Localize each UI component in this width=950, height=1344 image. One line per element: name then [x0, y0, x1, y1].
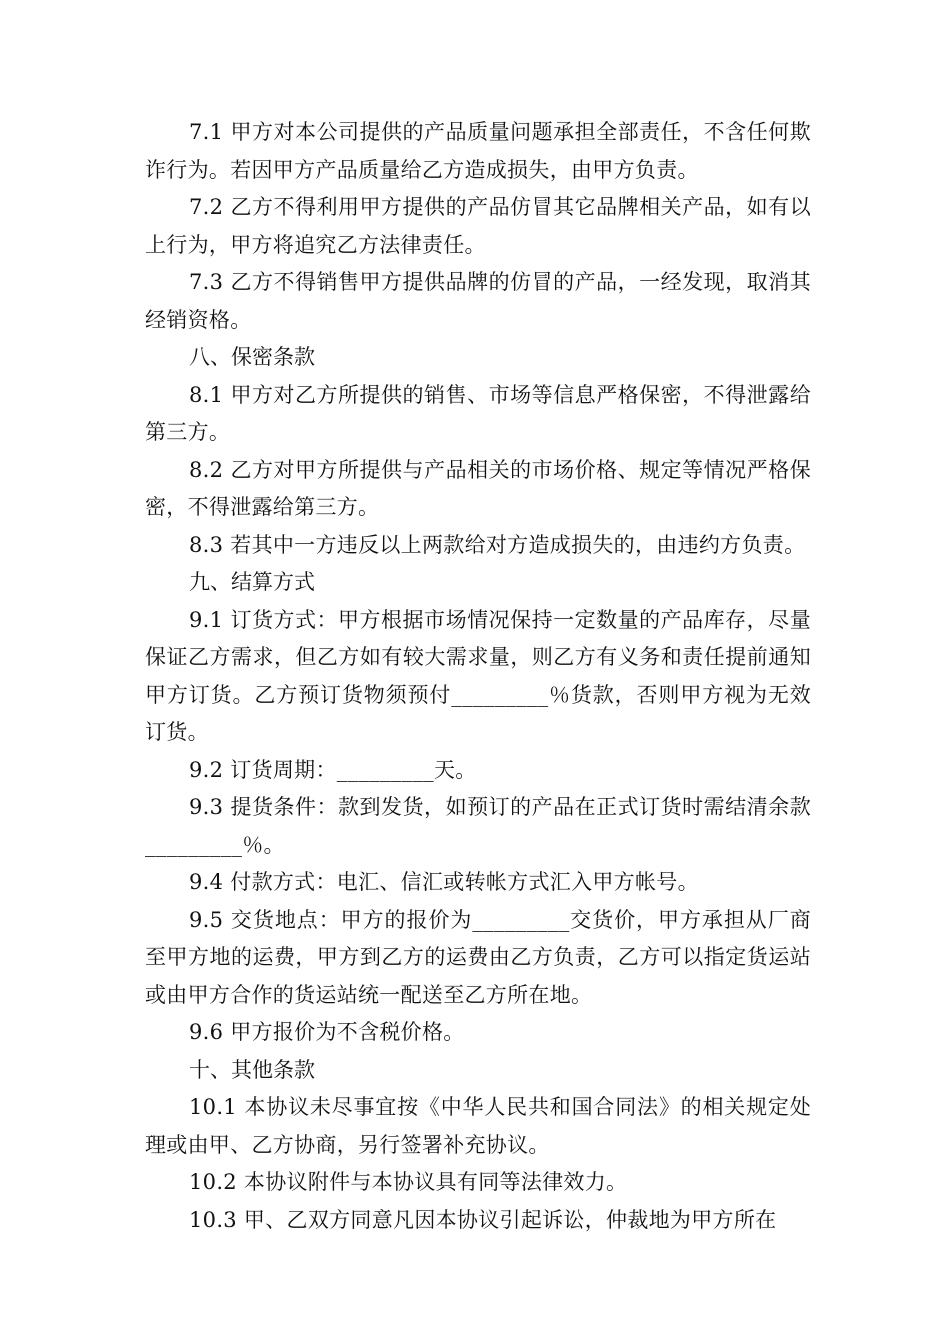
clause-10-2: 10.2 本协议附件与本协议具有同等法律效力。	[189, 1170, 628, 1194]
clause-9-3: 9.3 提货条件：款到发货，如预订的产品在正式订货时需结清余款_________％。	[145, 795, 811, 857]
clause-9-1: 9.1 订货方式：甲方根据市场情况保持一定数量的产品库存，尽量保证乙方需求，但乙方如有较大需求量，则乙方有义务和责任提前通知甲方订货。乙方预订货物须预付_________％货款，否则甲方视为无效订货。	[145, 607, 811, 744]
document-body	[145, 114, 811, 1239]
clause-9-6: 9.6 甲方报价为不含税价格。	[189, 1020, 465, 1044]
clause-8-1: 8.1 甲方对乙方所提供的销售、市场等信息严格保密，不得泄露给第三方。	[145, 382, 811, 444]
section-heading-settlement: 九、结算方式	[189, 570, 315, 594]
section-heading-confidentiality: 八、保密条款	[189, 345, 315, 369]
clause-10-1: 10.1 本协议未尽事宜按《中华人民共和国合同法》的相关规定处理或由甲、乙方协商，另行签署补充协议。	[145, 1095, 811, 1157]
clause-9-4: 9.4 付款方式：电汇、信汇或转帐方式汇入甲方帐号。	[189, 870, 699, 894]
clause-10-3: 10.3 甲、乙双方同意凡因本协议引起诉讼，仲裁地为甲方所在	[189, 1207, 777, 1232]
clause-7-1: 7.1 甲方对本公司提供的产品质量问题承担全部责任，不含任何欺诈行为。若因甲方产品质量给乙方造成损失，由甲方负责。	[145, 120, 811, 182]
clause-9-5: 9.5 交货地点：甲方的报价为_________交货价，甲方承担从厂商至甲方地的运费，甲方到乙方的运费由乙方负责，乙方可以指定货运站或由甲方合作的货运站统一配送至乙方所在地。	[145, 907, 811, 1007]
clause-9-2: 9.2 订货周期：_________天。	[189, 757, 477, 782]
section-heading-other-terms: 十、其他条款	[189, 1057, 315, 1082]
clause-8-2: 8.2 乙方对甲方所提供与产品相关的市场价格、规定等情况严格保密，不得泄露给第三方。	[145, 457, 811, 519]
clause-8-3: 8.3 若其中一方违反以上两款给对方造成损失的，由违约方负责。	[189, 532, 806, 557]
clause-7-3: 7.3 乙方不得销售甲方提供品牌的仿冒的产品，一经发现，取消其经销资格。	[145, 270, 811, 332]
clause-7-2: 7.2 乙方不得利用甲方提供的产品仿冒其它品牌相关产品，如有以上行为，甲方将追究乙方法律责任。	[145, 195, 811, 257]
